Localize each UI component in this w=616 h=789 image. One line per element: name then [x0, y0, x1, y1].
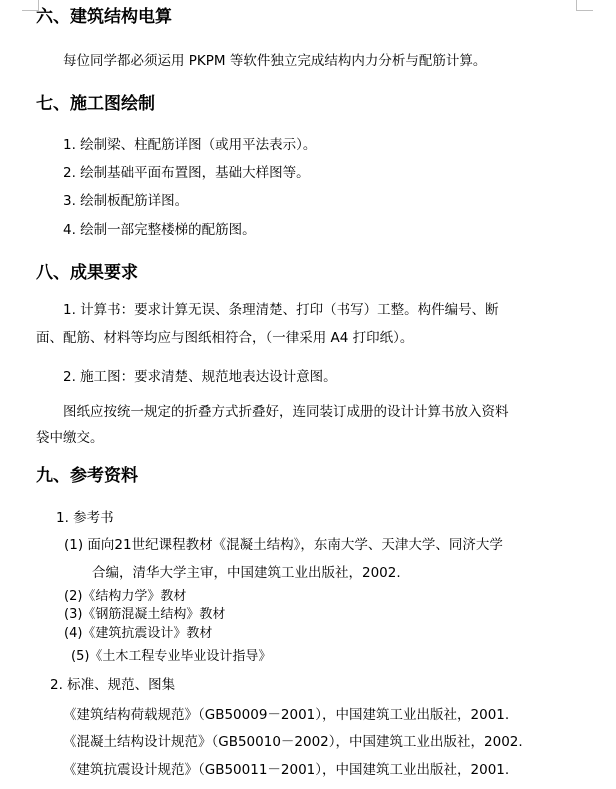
section-8-note-line-2: 袋中缴交。 [36, 430, 104, 446]
standard-3: 《建筑抗震设计规范》（GB50011－2001），中国建筑工业出版社，2001. [63, 762, 510, 778]
reference-books-label: 1. 参考书 [56, 510, 114, 526]
reference-book-4: (4)《建筑抗震设计》教材 [64, 626, 213, 641]
section-9-heading: 九、参考资料 [36, 466, 138, 486]
section-8-item-1-line-2: 面、配筋、材料等均应与图纸相符合，（一律采用 A4 打印纸）。 [36, 330, 414, 346]
section-7-item-2: 2. 绘制基础平面布置图，基础大样图等。 [63, 165, 310, 181]
page-corner-mark-right [576, 0, 593, 11]
standard-2: 《混凝土结构设计规范》（GB50010－2002），中国建筑工业出版社，2002. [63, 734, 523, 750]
reference-book-5: (5)《土木工程专业毕业设计指导》 [71, 649, 272, 664]
section-7-heading: 七、施工图绘制 [36, 94, 155, 114]
reference-book-2: (2)《结构力学》教材 [64, 589, 187, 604]
section-8-note-line-1: 图纸应按统一规定的折叠方式折叠好，连同装订成册的设计计算书放入资料 [63, 404, 509, 420]
section-8-item-1-line-1: 1. 计算书：要求计算无误、条理清楚、打印（书写）工整。构件编号、断 [63, 302, 499, 318]
reference-book-3: (3)《钢筋混凝土结构》教材 [64, 607, 226, 622]
standards-label: 2. 标准、规范、图集 [50, 677, 176, 693]
section-7-item-3: 3. 绘制板配筋详图。 [63, 193, 189, 209]
standard-1: 《建筑结构荷载规范》（GB50009－2001），中国建筑工业出版社，2001. [63, 707, 510, 723]
reference-book-1-line-1: (1) 面向21世纪课程教材《混凝土结构》，东南大学、天津大学、同济大学 [64, 537, 503, 553]
section-6-body: 每位同学都必须运用 PKPM 等软件独立完成结构内力分析与配筋计算。 [63, 53, 487, 69]
section-8-heading: 八、成果要求 [36, 263, 138, 283]
reference-book-1-line-2: 合编，清华大学主审，中国建筑工业出版社，2002. [92, 565, 401, 581]
section-8-item-2: 2. 施工图：要求清楚、规范地表达设计意图。 [63, 369, 337, 385]
section-7-item-1: 1. 绘制梁、柱配筋详图（或用平法表示）。 [63, 137, 317, 153]
section-7-item-4: 4. 绘制一部完整楼梯的配筋图。 [63, 222, 256, 238]
section-6-heading: 六、建筑结构电算 [36, 7, 172, 27]
